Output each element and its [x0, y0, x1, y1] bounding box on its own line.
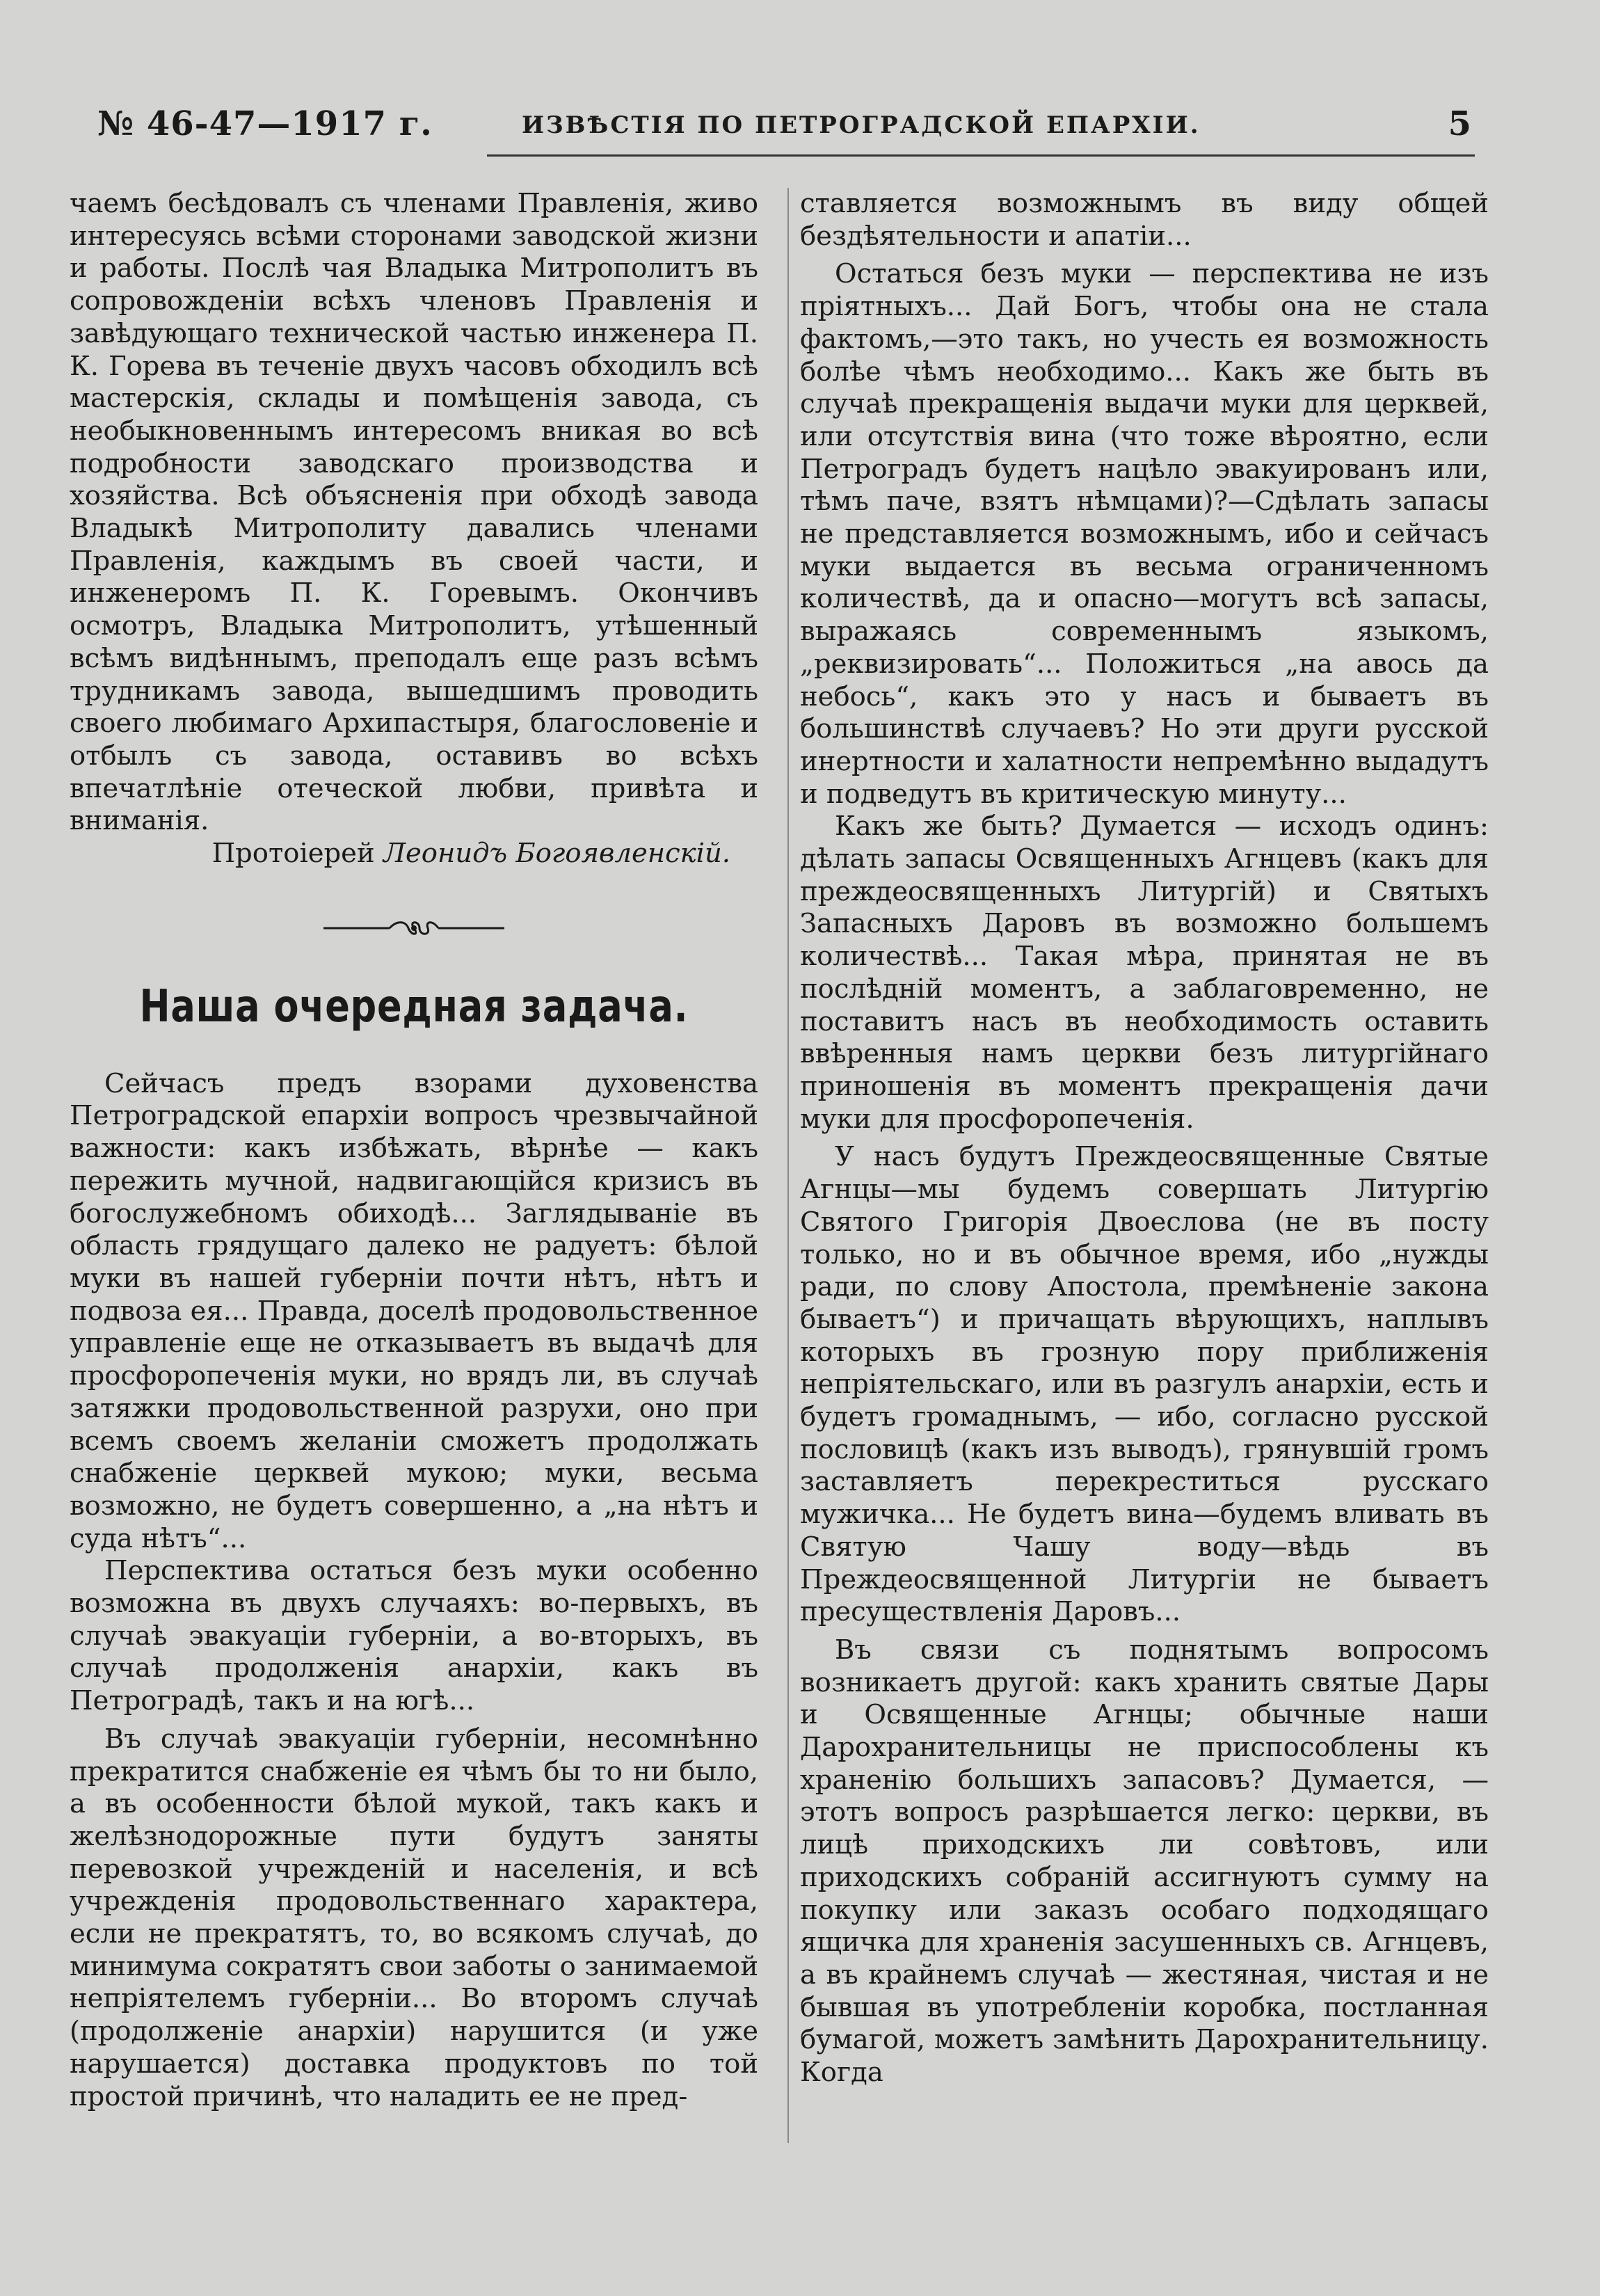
article-paragraph: Въ случаѣ эвакуаціи губерніи, несомнѣнно прекратится снабженіе ея чѣмъ бы то ни было, а въ особенности бѣлой мукой, такъ какъ и желѣзнодорожные пути будутъ заняты перевозкой учрежденій и населенія, и всѣ учрежденія продовольственнаго характера, если не прекратятъ, то, во всякомъ случаѣ, до минимума сократятъ свои заботы о занимаемой непріятелемъ губерніи... Во второмъ случаѣ (продолженіе анархіи) нарушится (и уже нарушается) доставка продуктовъ по той простой причинѣ, что наладить ее не пред-	[70, 1723, 758, 2112]
right-column	[800, 188, 1489, 2089]
signature	[70, 838, 758, 870]
article-paragraph: У насъ будутъ Преждеосвященные Святые Агнцы—мы будемъ совершать Литургію Святого Григорія Двоеслова (не въ посту только, но и въ обычное время, ибо „нужды ради, по слову Апостола, премѣненіе закона бываетъ“) и причащать вѣрующихъ, наплывъ которыхъ въ грозную пору приближенія непріятельскаго, или въ разгулъ анархіи, есть и будетъ громаднымъ, — ибо, согласно русской пословицѣ (какъ изъ выводъ), грянувшій громъ заставляетъ перекреститься русскаго мужичка... Не будетъ вина—будемъ вливать въ Святую Чашу воду—вѣдь въ Преждеосвященной Литургіи не бываетъ пресуществленія Даровъ...	[800, 1141, 1489, 1628]
article-paragraph: Сейчасъ предъ взорами духовенства Петроградской епархіи вопросъ чрезвычайной важности: какъ избѣжать, вѣрнѣе — какъ пережить мучной, надвигающійся кризисъ въ богослужебномъ обиходѣ... Заглядываніе въ область грядущаго далеко не радуетъ: бѣлой муки въ нашей губерніи почти нѣтъ, нѣтъ и подвоза ея... Правда, доселѣ продовольственное управленіе еще не отказываетъ въ выдачѣ для просфоропеченія муки, но врядъ ли, въ случаѣ затяжки продовольственной разрухи, оно при всемъ своемъ желаніи сможетъ продолжать снабженіе церквей мукою; муки, весьма возможно, не будетъ совершенно, а „на нѣтъ и суда нѣтъ“...	[70, 1067, 758, 1554]
article-paragraph: ставляется возможнымъ въ виду общей бездѣятельности и апатіи...	[800, 188, 1489, 252]
header-rule	[487, 154, 1475, 157]
signature-rank: Протоіерей	[211, 838, 375, 870]
page-number: 5	[1448, 104, 1471, 143]
publication-title: ИЗВѢСТІЯ ПО ПЕТРОГРАДСКОЙ ЕПАРХІИ.	[522, 111, 1201, 139]
continuation-paragraph: чаемъ бесѣдовалъ съ членами Правленія, живо интересуясь всѣми сторонами заводской жизни и работы. Послѣ чая Владыка Митрополитъ въ сопровожденіи всѣхъ членовъ Правленія и завѣдующаго технической частью инженера П. К. Горева въ теченіе двухъ часовъ обходилъ всѣ мастерскія, склады и помѣщенія завода, съ необыкновеннымъ интересомъ вникая во всѣ подробности заводскаго производства и хозяйства. Всѣ объясненія при обходѣ завода Владыкѣ Митрополиту давались членами Правленія, каждымъ въ своей части, и инженеромъ П. К. Горевымъ. Окончивъ осмотръ, Владыка Митрополитъ, утѣшенный всѣмъ видѣннымъ, преподалъ еще разъ всѣмъ трудникамъ завода, вышедшимъ проводить своего любимаго Архипастыря, благословеніе и отбылъ съ завода, оставивъ во всѣхъ впечатлѣніе отеческой любви, привѣта и вниманія.	[70, 188, 758, 837]
article-paragraph: Какъ же быть? Думается — исходъ одинъ: дѣлать запасы Освященныхъ Агнцевъ (какъ для преждеосвященныхъ Литургій) и Святыхъ Запасныхъ Даровъ въ возможно большемъ количествѣ... Такая мѣра, принятая не въ послѣдній моментъ, а заблаговременно, не поставитъ насъ въ необходимость оставить ввѣренныя намъ церкви безъ литургійнаго приношенія въ моментъ прекращенія дачи муки для просфоропеченія.	[800, 811, 1489, 1135]
article-paragraph: Остаться безъ муки — перспектива не изъ пріятныхъ... Дай Богъ, чтобы она не стала фактомъ,—это такъ, но учесть ея возможность болѣе чѣмъ необходимо... Какъ же быть въ случаѣ прекращенія выдачи муки для церквей, или отсутствія вина (что тоже вѣроятно, если Петроградъ будетъ нацѣло эвакуированъ или, тѣмъ паче, взятъ нѣмцами)?—Сдѣлать запасы не представляется возможнымъ, ибо и сейчасъ муки выдается въ весьма ограниченномъ количествѣ, да и опасно—могутъ всѣ запасы, выражаясь современнымъ языкомъ, „реквизировать“... Положиться „на авось да небось“, какъ это у насъ и бываетъ въ большинствѣ случаевъ? Но эти други русской инертности и халатности непремѣнно выдадутъ и подведутъ въ критическую минуту...	[800, 258, 1489, 810]
issue-number: № 46-47—1917 г.	[97, 104, 433, 143]
article-paragraph: Въ связи съ поднятымъ вопросомъ возникаетъ другой: какъ хранить святые Дары и Освященные Агнцы; обычные наши Дарохранительницы не приспособлены къ храненію большихъ запасовъ? Думается, — этотъ вопросъ разрѣшается легко: церкви, въ лицѣ приходскихъ ли совѣтовъ, или приходскихъ собраній ассигнуютъ сумму на покупку или заказъ особаго подходящаго ящичка для храненія засушенныхъ св. Агнцевъ, а въ крайнемъ случаѣ — жестяная, чистая и не бывшая въ употребленіи коробка, постланная бумагой, можетъ замѣнить Дарохранительницу. Когда	[800, 1634, 1489, 2089]
article-paragraph: Перспектива остаться безъ муки особенно возможна въ двухъ случаяхъ: во-первыхъ, въ случаѣ эвакуаціи губерніи, а во-вторыхъ, въ случаѣ продолженія анархіи, какъ въ Петроградѣ, такъ и на югѣ...	[70, 1555, 758, 1717]
signature-name: Леонидъ Богоявленскій.	[383, 838, 730, 870]
page-header	[97, 104, 1471, 145]
ornament-divider-icon	[323, 919, 504, 937]
column-divider	[787, 188, 789, 2143]
article-title: Наша очередная задача.	[139, 980, 689, 1033]
left-column	[70, 188, 758, 2113]
